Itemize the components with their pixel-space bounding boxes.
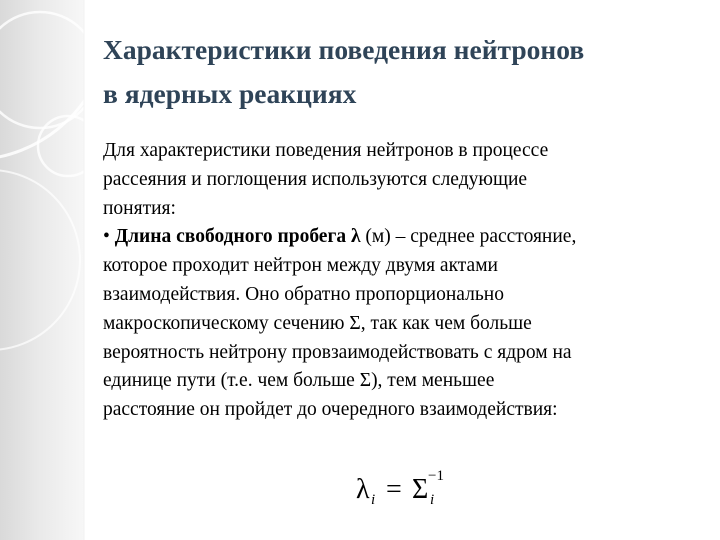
title-line-2: в ядерных реакциях [103,78,357,109]
formula-sigma: Σ [412,474,429,505]
deco-circle-medium [0,12,98,128]
formula [356,468,456,524]
body-line-1: Для характеристики поведения нейтронов в процессе [103,140,549,161]
body-line-9 [103,367,703,396]
body-line-7 [103,310,703,339]
slide-title [103,28,703,116]
deco-circle-lower [0,170,80,350]
body-line-6: взаимодействия. Оно обратно пропорционально [103,283,504,305]
sigma-symbol-1: Σ [349,312,361,334]
body-line-7-a: макроскопическому сечению [103,312,345,334]
body-line-9-b: ), тем меньшее [371,370,495,392]
title-line-1: Характеристики поведения нейтронов [103,34,585,65]
bullet-rest: (м) – среднее расстояние, [365,226,577,248]
deco-circle-large [0,0,110,160]
formula-sigma-superscript: −1 [428,468,444,484]
lambda-symbol: λ [350,226,361,248]
body-line-2: рассеяния и поглощения используются следующие [103,168,528,190]
formula-sigma-subscript: i [430,492,435,508]
body-line-3: понятия: [103,197,176,219]
body-line-7-b: , так как чем больше [360,312,532,334]
deco-circle-small [38,116,98,176]
body-line-8: вероятность нейтрону провзаимодействовать с ядром на [103,341,572,363]
formula-lambda-subscript: i [371,492,376,508]
sigma-symbol-2: Σ [359,370,372,392]
body-text [103,137,703,425]
bullet-marker: • [103,226,110,248]
bullet-line [103,223,703,252]
formula-lambda: λ [356,474,370,505]
body-line-10: расстояние он пройдет до очередного взаимодействия: [103,399,558,421]
formula-equals: = [386,474,402,505]
body-line-9-a: единице пути (т.е. чем больше [103,370,355,392]
bullet-term: Длина свободного пробега [114,226,347,248]
body-line-5: которое проходит нейтрон между двумя актами [103,255,498,277]
